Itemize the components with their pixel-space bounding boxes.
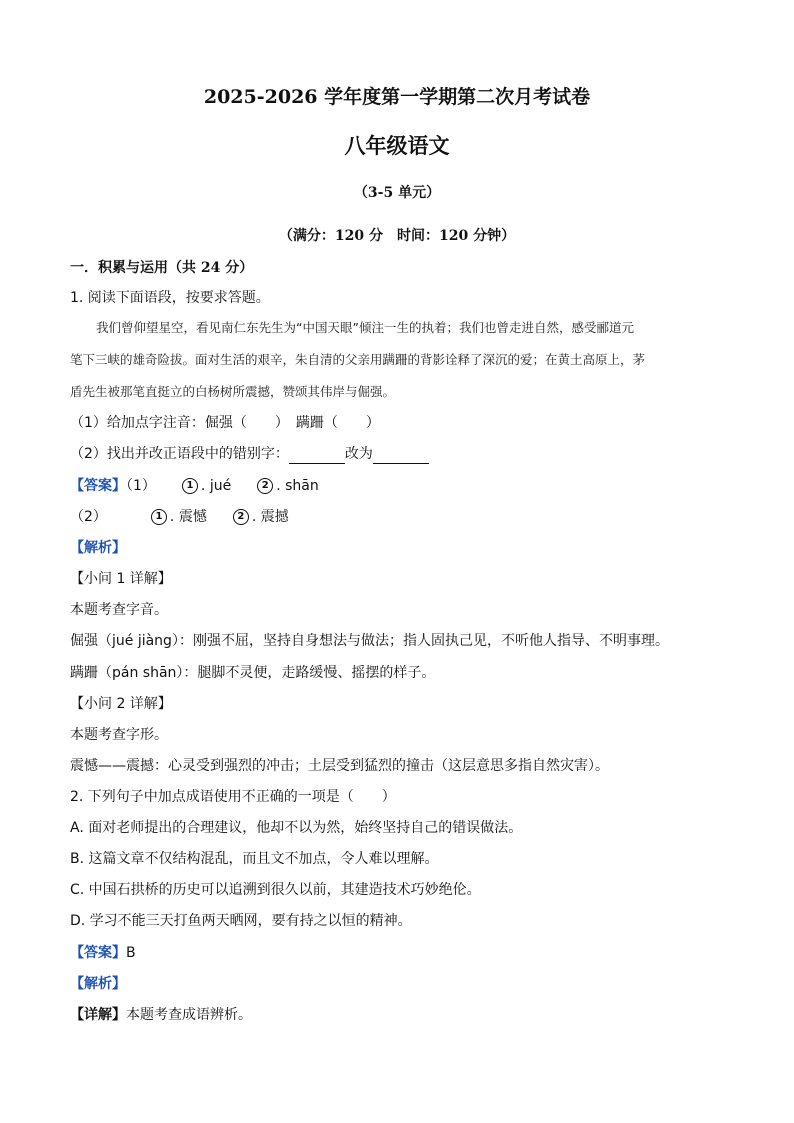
passage-line: 笔下三峡的雄奇险拔。面对生活的艰辛，朱自清的父亲用蹒跚的背影诠释了深沉的爱；在黄土高原上，茅: [70, 352, 646, 367]
option-d[interactable]: D. 学习不能三天打鱼两天晒网，要有持之以恒的精神。: [70, 913, 412, 929]
analysis-label: 【解析】: [70, 976, 126, 992]
answer-blank[interactable]: [289, 449, 345, 464]
option-b[interactable]: B. 这篇文章不仅结构混乱，而且文不加点，令人难以理解。: [70, 851, 439, 867]
circled-number: 1: [182, 478, 198, 494]
analysis-label: 【解析】: [70, 540, 126, 556]
reading-passage: [70, 318, 724, 402]
exam-title: 2025-2026 学年度第一学期第二次月考试卷: [203, 86, 591, 108]
question-2-stem: 2. 下列句子中加点成语使用不正确的一项是（ ）: [70, 789, 396, 805]
question-1-part-2: （2）找出并改正语段中的错别字： 改为: [70, 444, 724, 464]
answer-blank[interactable]: [373, 449, 429, 464]
detail-label: 【详解】: [70, 1007, 126, 1023]
question-1-answer-1: 【答案】（1） 1 . jué 2 . shān: [70, 478, 319, 494]
circled-number: 1: [151, 509, 167, 525]
circled-number: 2: [233, 509, 249, 525]
answer-label: 【答案】: [70, 478, 126, 494]
sub-question-2-text: 本题考查字形。: [70, 727, 168, 743]
score-time-note: （满分：120 分 时间：120 分钟）: [278, 228, 516, 244]
sub-question-1-text: 本题考查字音。: [70, 602, 168, 618]
sub-question-1-label: 【小问 1 详解】: [70, 571, 172, 587]
section-heading: 一．积累与运用（共 24 分）: [70, 260, 254, 276]
subject-title: 八年级语文: [344, 133, 450, 158]
question-1-stem: 1. 阅读下面语段，按要求答题。: [70, 290, 270, 306]
question-2-answer: 【答案】B: [70, 945, 136, 961]
sub-question-1-text: 蹒跚（pán shān）：腿脚不灵便，走路缓慢、摇摆的样子。: [70, 665, 436, 681]
question-1-part-1: （1）给加点字注音：倔强（ ） 蹒跚（ ）: [70, 415, 380, 431]
sub-question-2-label: 【小问 2 详解】: [70, 696, 172, 712]
passage-line: 我们曾仰望星空，看见南仁东先生为“中国天眼”倾注一生的执着；我们也曾走进自然，感受郦道元: [96, 320, 634, 335]
option-c[interactable]: C. 中国石拱桥的历史可以追溯到很久以前，其建造技术巧妙绝伦。: [70, 882, 481, 898]
units-note: （3-5 单元）: [353, 185, 441, 201]
option-a[interactable]: A. 面对老师提出的合理建议，他却不以为然，始终坚持自己的错误做法。: [70, 820, 523, 836]
passage-line: 盾先生被那笔直挺立的白杨树所震撼，赞颂其伟岸与倔强。: [70, 384, 396, 399]
circled-number: 2: [257, 478, 273, 494]
question-2-detail: 【详解】本题考查成语辨析。: [70, 1007, 252, 1023]
sub-question-1-text: 倔强（jué jiàng）：刚强不屈，坚持自身想法与做法；指人固执己见，不听他人指导、不明事理。: [70, 633, 669, 649]
sub-question-2-text: 震憾——震撼：心灵受到强烈的冲击；土层受到猛烈的撞击（这层意思多指自然灾害）。: [70, 758, 609, 774]
answer-label: 【答案】: [70, 945, 126, 961]
question-1-answer-2: （2） 1 . 震憾 2 . 震撼: [70, 509, 289, 525]
